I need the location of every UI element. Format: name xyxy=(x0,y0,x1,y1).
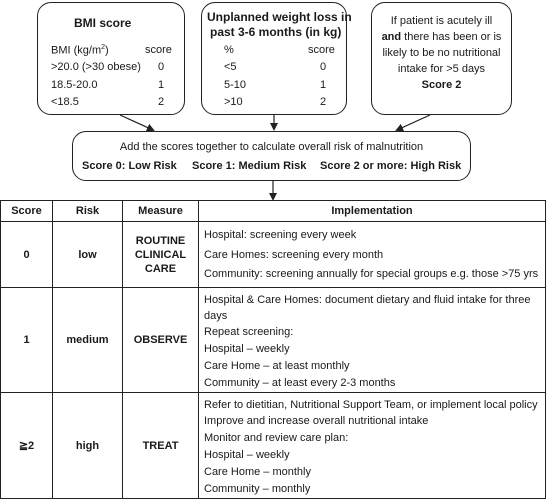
table-row xyxy=(1,288,546,393)
risk-cell: low xyxy=(53,222,123,288)
bmi-row-range: 18.5-20.0 xyxy=(51,79,98,91)
measure-line: CARE xyxy=(144,262,177,275)
weight-row-score: 2 xyxy=(320,96,327,108)
weight-col1-header: % xyxy=(224,44,234,56)
risk-medium-label: Score 1: Medium Risk xyxy=(192,160,307,172)
score-cell: 0 xyxy=(1,222,53,288)
impl-line: Care Home – monthly xyxy=(204,466,311,478)
bmi-col2-header: score xyxy=(145,44,172,56)
impl-line: days xyxy=(204,310,228,322)
risk-cell: medium xyxy=(53,288,123,393)
measure-line: CLINICAL xyxy=(134,248,187,261)
flow-arrows xyxy=(0,0,546,200)
table-row xyxy=(1,222,546,288)
bmi-row-range: <18.5 xyxy=(51,96,79,108)
bmi-row-score: 1 xyxy=(158,79,165,91)
bmi-row-score: 2 xyxy=(158,96,165,108)
impl-line: Hospital – weekly xyxy=(204,449,290,461)
score-cell: 1 xyxy=(1,288,53,393)
management-table xyxy=(0,200,546,499)
weight-row-range: 5-10 xyxy=(224,79,247,91)
arrow-bmi-to-combine xyxy=(120,115,153,130)
weight-title-line1: Unplanned weight loss in xyxy=(207,10,352,24)
impl-line: Monitor and review care plan: xyxy=(204,432,349,444)
impl-line: Care Home – at least monthly xyxy=(204,360,350,372)
acute-line4: intake for >5 days xyxy=(397,63,486,75)
risk-high-label: Score 2 or more: High Risk xyxy=(320,160,462,172)
weight-row-range: >10 xyxy=(224,96,243,108)
impl-line: Care Homes: screening every month xyxy=(204,248,384,261)
table-row xyxy=(1,393,546,499)
combine-instruction: Add the scores together to calculate overall risk of malnutrition xyxy=(119,141,424,153)
header-measure: Measure xyxy=(123,201,199,222)
impl-line: Hospital & Care Homes: document dietary and fluid intake for three xyxy=(204,294,531,306)
measure-line: ROUTINE xyxy=(135,234,186,247)
header-implementation: Implementation xyxy=(199,201,546,222)
acute-score: Score 2 xyxy=(421,79,462,91)
weight-title-line2: past 3-6 months (in kg) xyxy=(210,25,342,39)
impl-line: Hospital: screening every week xyxy=(204,229,357,241)
implementation-cell xyxy=(199,288,546,393)
measure-cell: OBSERVE xyxy=(123,288,199,393)
implementation-cell xyxy=(199,393,546,499)
acute-line2: and there has been or is xyxy=(381,31,502,43)
bmi-title: BMI score xyxy=(74,16,132,30)
bmi-col1-header: BMI $(kg/m^2)$ xyxy=(51,44,109,57)
implementation-cell xyxy=(199,222,546,288)
impl-line: Community – monthly xyxy=(204,483,311,495)
score-cell: ≧2 xyxy=(1,393,53,499)
bmi-row-score: 0 xyxy=(158,61,165,73)
impl-line: Repeat screening: xyxy=(204,326,294,338)
table-header-row xyxy=(1,201,546,222)
weight-row-score: 0 xyxy=(320,61,327,73)
bmi-row-range: >20.0 (>30 obese) xyxy=(51,61,141,73)
risk-low-label: Score 0: Low Risk xyxy=(82,160,177,172)
weight-col2-header: score xyxy=(308,44,335,56)
impl-line: Improve and increase overall nutritional intake xyxy=(204,415,429,427)
measure-cell xyxy=(123,222,199,288)
measure-cell: TREAT xyxy=(123,393,199,499)
weight-row-score: 1 xyxy=(320,79,327,91)
header-risk: Risk xyxy=(53,201,123,222)
header-score: Score xyxy=(1,201,53,222)
risk-cell: high xyxy=(53,393,123,499)
impl-line: Refer to dietitian, Nutritional Support Team, or implement local policy xyxy=(204,399,538,411)
weight-row-range: <5 xyxy=(224,61,237,73)
acute-line3: likely to be no nutritional xyxy=(382,47,501,59)
impl-line: Community – at least every 2-3 months xyxy=(204,377,396,389)
acute-line1: If patient is acutely ill xyxy=(390,15,493,27)
impl-line: Community: screening annually for special groups e.g. those >75 yrs xyxy=(204,268,539,280)
impl-line: Hospital – weekly xyxy=(204,343,290,355)
arrow-acute-to-combine xyxy=(397,115,430,130)
